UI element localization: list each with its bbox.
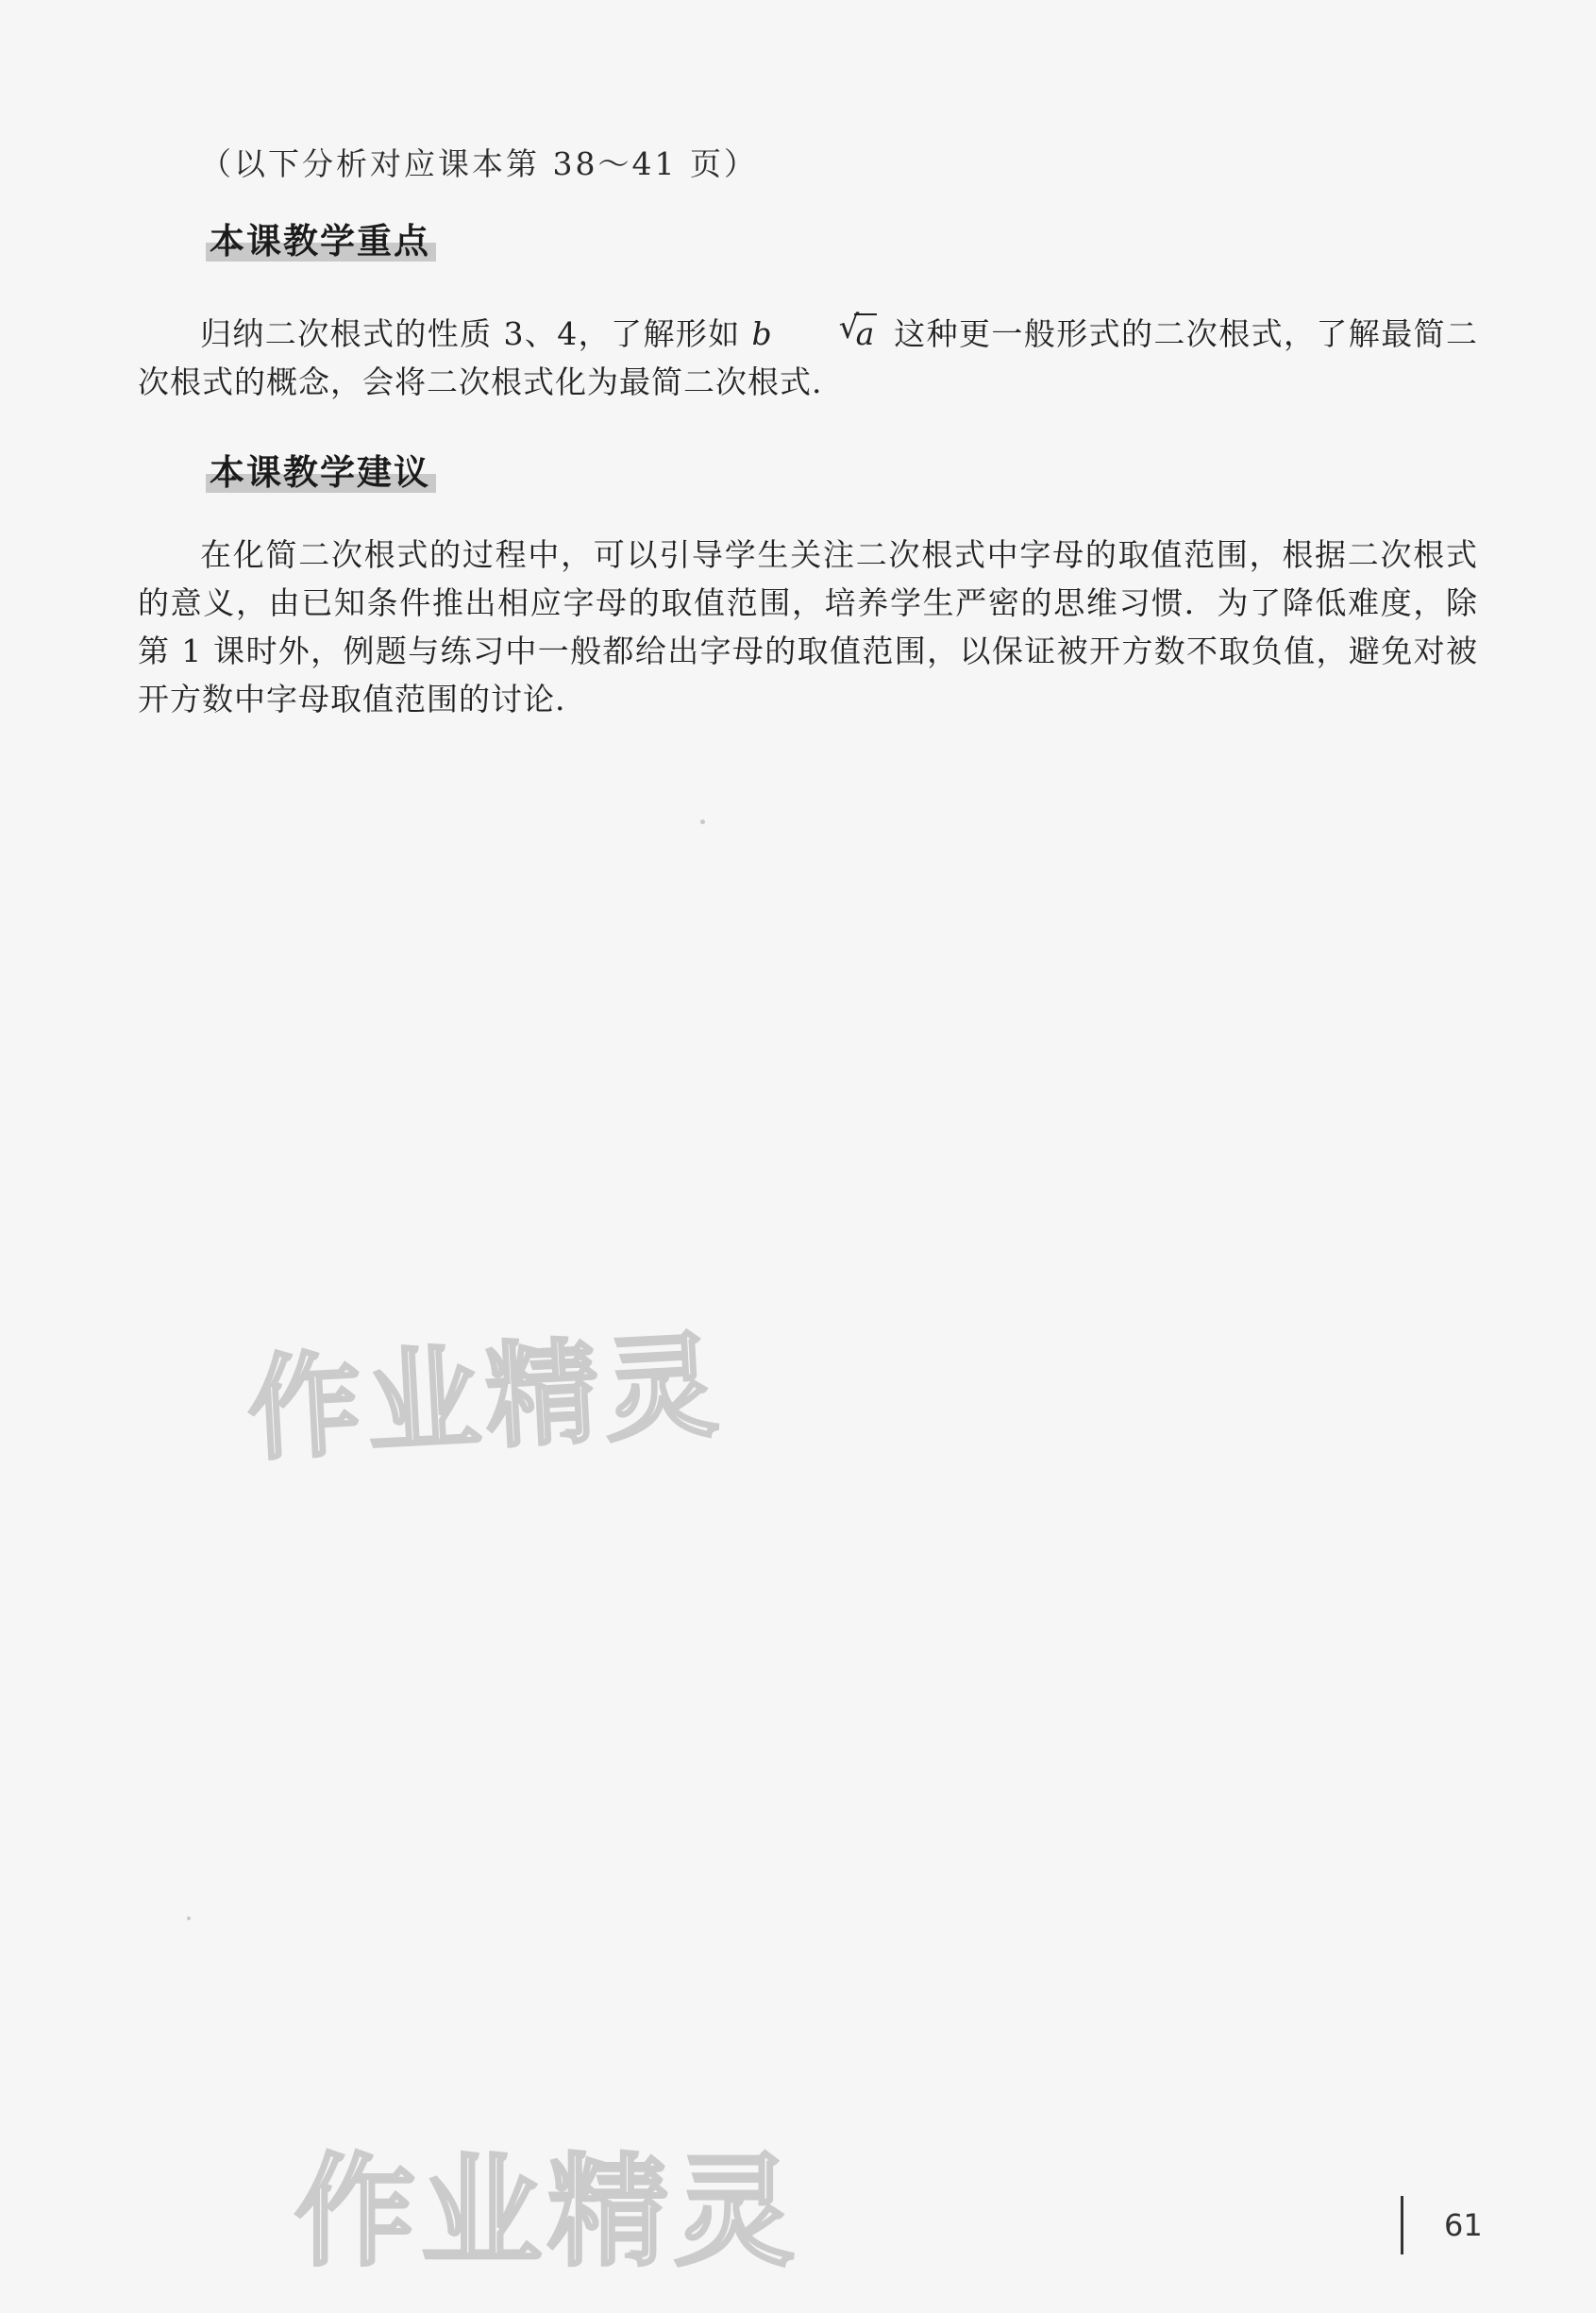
suggestions-paragraph: 在化简二次根式的过程中，可以引导学生关注二次根式中字母的取值范围，根据二次根式的意义，由已知条件推出相应字母的取值范围，培养学生严密的思维习惯．为了降低难度，除第 1 课时外，例题与练习中一般都给出字母的取值范围，以保证被开方数不取负值，避免对被开方数中字母取值范围的讨论. bbox=[138, 536, 1478, 718]
section-heading-suggestions: 本课教学建议 bbox=[206, 444, 436, 495]
scan-speck bbox=[187, 1916, 191, 1920]
square-root-symbol: √ a bbox=[838, 309, 876, 352]
formula-radicand: a bbox=[855, 315, 876, 352]
paragraph-text-before-formula: 归纳二次根式的性质 3、4，了解形如 bbox=[200, 315, 752, 352]
scan-speck bbox=[700, 819, 705, 824]
paragraph-text-after-formula: 这种更一般形式的二次根式，了解最简二次根式的概念，会将二次根式化为最简二次根式. bbox=[138, 315, 1478, 400]
section-heading-key-points: 本课教学重点 bbox=[206, 212, 436, 263]
page-number-divider bbox=[1401, 2196, 1403, 2254]
watermark-logo-bottom: 作业精灵 bbox=[294, 2142, 801, 2283]
watermark-logo: 作业精灵 bbox=[244, 1320, 727, 1477]
page-range-note: （以下分析对应课本第 38～41 页） bbox=[200, 145, 758, 182]
page-number: 61 bbox=[1444, 2207, 1483, 2243]
formula-coefficient: b bbox=[751, 315, 773, 352]
key-points-paragraph bbox=[138, 310, 1478, 406]
